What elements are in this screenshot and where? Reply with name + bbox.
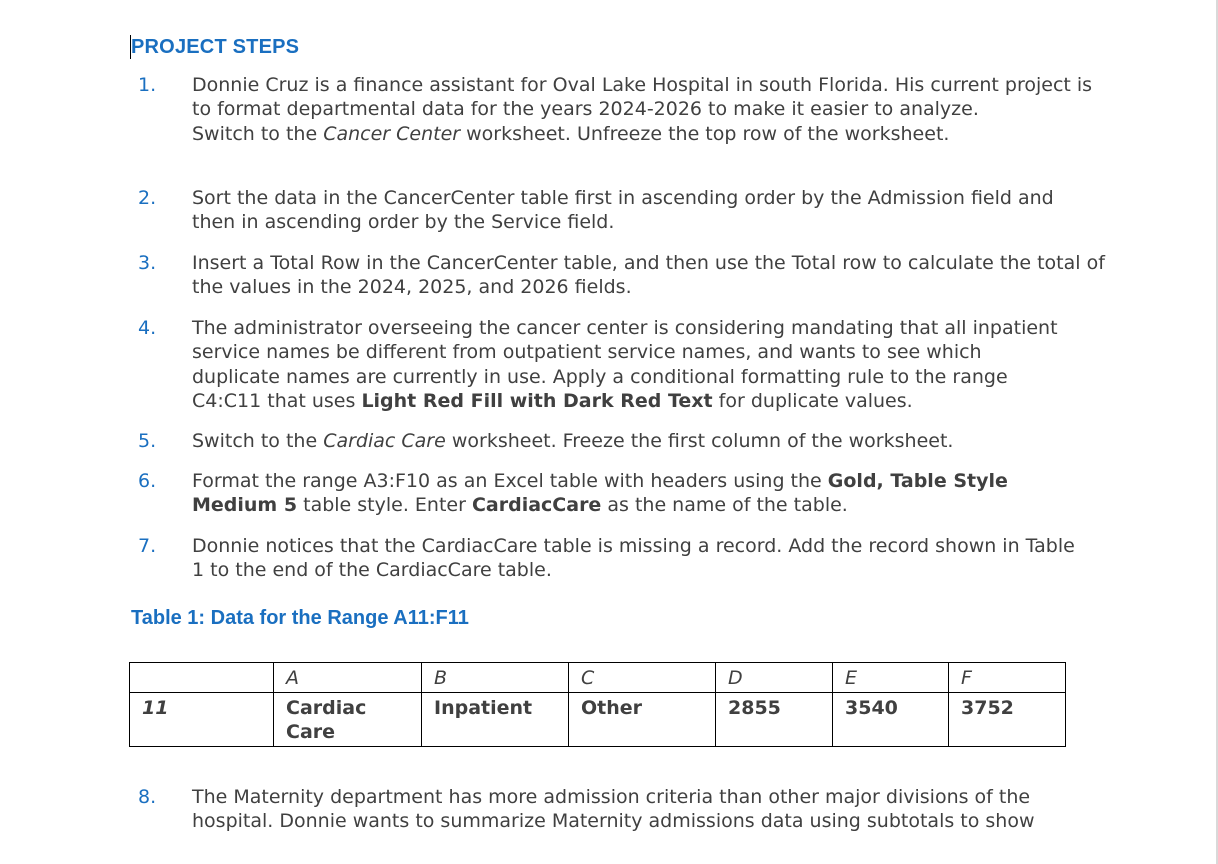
step-number: 3. <box>138 252 157 274</box>
header-cell <box>130 663 274 693</box>
step-text <box>192 469 1072 518</box>
step-number: 5. <box>138 430 157 452</box>
table-header-row <box>130 663 1066 693</box>
step-number: 8. <box>138 786 157 808</box>
step-text <box>192 316 1072 413</box>
table-cell: Other <box>569 693 716 747</box>
header-cell: B <box>422 663 569 693</box>
step-number: 2. <box>138 187 157 209</box>
step-text <box>192 73 1102 146</box>
table-cell: 3752 <box>949 693 1066 747</box>
step-paragraph: Donnie Cruz is a finance assistant for Oval Lake Hospital in south Florida. His current project is to format departmental data for the years 2024-2026 to make it easier to analyze. <box>192 74 1093 121</box>
table-caption: Table 1: Data for the Range A11:F11 <box>131 607 469 629</box>
header-cell: A <box>274 663 422 693</box>
header-cell: C <box>569 663 716 693</box>
step-number: 7. <box>138 535 157 557</box>
header-cell: D <box>716 663 833 693</box>
step-text: Sort the data in the CancerCenter table first in ascending order by the Admission field and then in ascending order by the Service field. <box>192 187 1054 234</box>
step-paragraph <box>192 122 1102 146</box>
table-cell: 3540 <box>833 693 949 747</box>
table-style-name: Gold, Table Style Medium 5 <box>192 470 1008 517</box>
step-number: 1. <box>138 74 157 96</box>
text-run: The administrator overseeing the cancer center is considering mandating that all inpatient service names be different from outpatient service names, and wants to see which duplicate names are currently in use. Apply a conditional formatting rule to the range C4:C11 that uses <box>192 317 1058 412</box>
record-table <box>129 662 1066 747</box>
text-run: worksheet. Freeze the first column of the worksheet. <box>445 430 954 452</box>
text-run: for duplicate values. <box>712 389 913 412</box>
header-cell: E <box>833 663 949 693</box>
table-cell: 2855 <box>716 693 833 747</box>
page-title: PROJECT STEPS <box>131 36 300 58</box>
worksheet-name: Cancer Center <box>323 122 461 145</box>
text-run: Switch to the <box>192 430 324 452</box>
step-text: The Maternity department has more admission criteria than other major divisions of the hospital. Donnie wants to summarize Maternity admissions data using subtotals to show <box>192 786 1035 833</box>
format-name: Light Red Fill with Dark Red Text <box>361 389 713 412</box>
step-text: Donnie notices that the CardiacCare table is missing a record. Add the record shown in Table 1 to the end of the CardiacCare table. <box>192 535 1075 582</box>
header-cell: F <box>949 663 1066 693</box>
text-run: table style. Enter <box>297 494 472 517</box>
text-run: worksheet. Unfreeze the top row of the worksheet. <box>460 122 950 145</box>
table-cell: 11 <box>130 693 274 747</box>
table-name: CardiacCare <box>471 494 602 517</box>
step-text: Insert a Total Row in the CancerCenter table, and then use the Total row to calculate the total of the values in the 2024, 2025, and 2026 fields. <box>192 252 1105 299</box>
text-run: as the name of the table. <box>601 494 848 517</box>
step-text <box>192 429 1102 453</box>
table-cell: Inpatient <box>422 693 569 747</box>
text-run: Format the range A3:F10 as an Excel table with headers using the <box>192 470 828 492</box>
table-cell: Cardiac Care <box>274 693 422 747</box>
table-row <box>130 693 1066 747</box>
step-number: 4. <box>138 317 157 339</box>
text-run: Switch to the <box>192 122 324 145</box>
step-number: 6. <box>138 470 157 492</box>
worksheet-name: Cardiac Care <box>323 430 446 452</box>
